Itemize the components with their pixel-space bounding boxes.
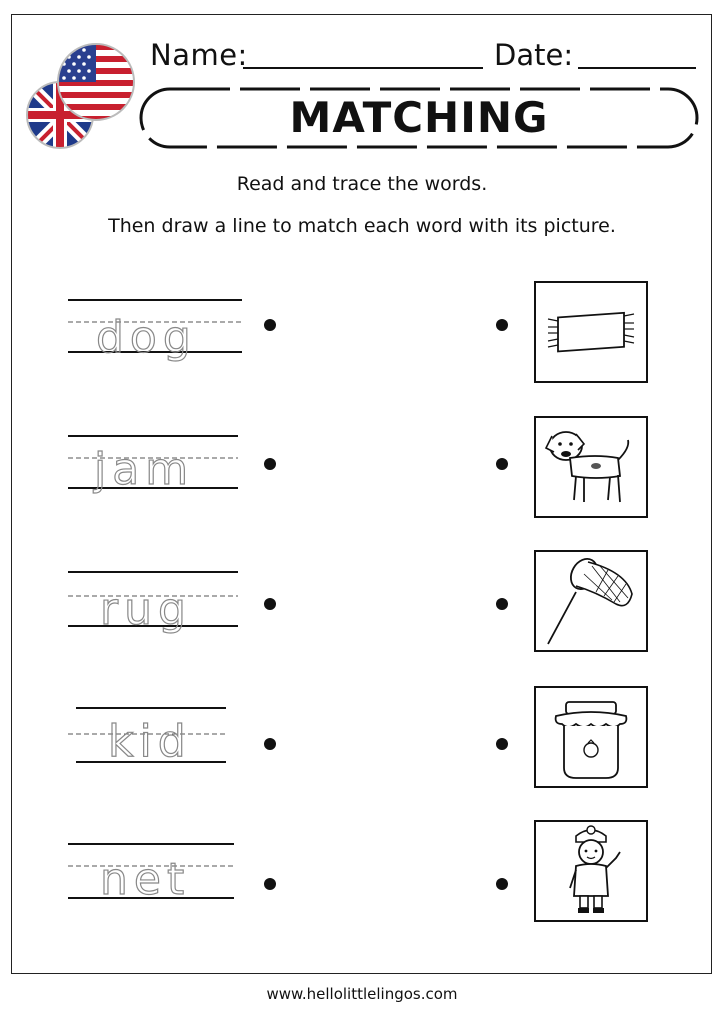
name-label: Name: bbox=[150, 38, 248, 72]
picture-card-dog bbox=[534, 416, 648, 518]
date-field[interactable] bbox=[578, 67, 696, 69]
instruction-line-1: Read and trace the words. bbox=[236, 173, 488, 195]
word-dot[interactable] bbox=[264, 738, 276, 750]
trace-word: net bbox=[100, 854, 191, 905]
match-row bbox=[0, 826, 724, 946]
word-dot[interactable] bbox=[264, 598, 276, 610]
word-dot[interactable] bbox=[264, 319, 276, 331]
match-row bbox=[0, 556, 724, 676]
trace-word: dog bbox=[96, 312, 197, 363]
picture-card-jam bbox=[534, 686, 648, 788]
match-row bbox=[0, 690, 724, 810]
net-icon bbox=[536, 552, 646, 650]
word-dot[interactable] bbox=[264, 458, 276, 470]
page-title: MATCHING bbox=[289, 93, 549, 142]
trace-word: kid bbox=[108, 716, 192, 767]
dog-icon bbox=[536, 418, 646, 516]
trace-word: jam bbox=[94, 444, 195, 495]
picture-card-kid bbox=[534, 820, 648, 922]
name-field[interactable] bbox=[243, 67, 483, 69]
date-label: Date: bbox=[494, 38, 574, 72]
instruction-line-2: Then draw a line to match each word with its picture. bbox=[108, 215, 616, 237]
rug-icon bbox=[536, 283, 646, 381]
flags-logo bbox=[18, 40, 138, 152]
picture-dot[interactable] bbox=[496, 738, 508, 750]
picture-dot[interactable] bbox=[496, 319, 508, 331]
trace-word: rug bbox=[100, 584, 192, 635]
footer-website[interactable]: www.hellolittlelingos.com bbox=[266, 985, 458, 1003]
picture-dot[interactable] bbox=[496, 878, 508, 890]
picture-dot[interactable] bbox=[496, 598, 508, 610]
picture-card-rug bbox=[534, 281, 648, 383]
picture-card-net bbox=[534, 550, 648, 652]
match-row bbox=[0, 418, 724, 538]
kid-icon bbox=[536, 822, 646, 920]
word-dot[interactable] bbox=[264, 878, 276, 890]
jam-jar-icon bbox=[536, 688, 646, 786]
match-row bbox=[0, 282, 724, 402]
picture-dot[interactable] bbox=[496, 458, 508, 470]
